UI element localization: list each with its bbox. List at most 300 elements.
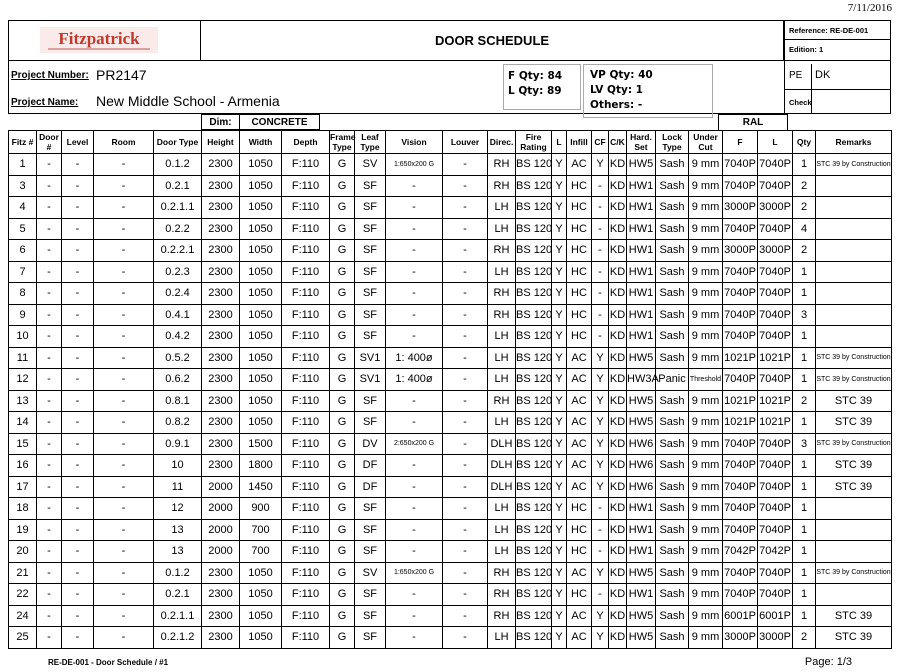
table-cell: 9 mm xyxy=(689,326,723,348)
table-cell: F:110 xyxy=(282,240,330,262)
table-cell: Y xyxy=(592,627,609,649)
table-cell: - xyxy=(386,455,443,477)
table-row xyxy=(9,455,892,477)
column-header: Depth xyxy=(282,131,330,154)
table-cell: - xyxy=(62,261,94,283)
table-cell: - xyxy=(37,627,62,649)
table-cell: RH xyxy=(488,584,516,606)
table-cell: BS 120 xyxy=(516,175,552,197)
table-cell: - xyxy=(94,240,154,262)
table-cell: - xyxy=(37,261,62,283)
table-cell: RH xyxy=(488,175,516,197)
table-cell: G xyxy=(330,519,355,541)
table-cell xyxy=(816,304,892,326)
table-cell: - xyxy=(62,605,94,627)
table-cell: HW1 xyxy=(627,261,656,283)
table-cell: SF xyxy=(355,412,386,434)
table-cell: 2 xyxy=(793,175,816,197)
table-cell: 7040P xyxy=(758,498,793,520)
project-number: PR2147 xyxy=(96,67,147,83)
table-cell: 24 xyxy=(9,605,37,627)
table-cell: - xyxy=(94,455,154,477)
table-cell: RH xyxy=(488,390,516,412)
table-cell: - xyxy=(37,476,62,498)
table-cell: 1050 xyxy=(240,240,282,262)
table-cell: F:110 xyxy=(282,197,330,219)
table-cell: BS 120 xyxy=(516,218,552,240)
table-cell: 1 xyxy=(793,347,816,369)
table-cell: - xyxy=(443,433,488,455)
table-cell: HW5 xyxy=(627,347,656,369)
table-cell: G xyxy=(330,218,355,240)
table-cell: 2300 xyxy=(202,326,240,348)
table-cell: 7040P xyxy=(758,369,793,391)
table-cell: AC xyxy=(567,390,592,412)
table-cell: - xyxy=(37,283,62,305)
table-cell: HW5 xyxy=(627,412,656,434)
table-cell: 2300 xyxy=(202,218,240,240)
table-cell: G xyxy=(330,369,355,391)
table-cell: HW5 xyxy=(627,627,656,649)
table-cell: 6001P xyxy=(758,605,793,627)
table-cell: KD xyxy=(609,347,627,369)
table-cell: 1050 xyxy=(240,261,282,283)
table-cell: 0.2.1.2 xyxy=(154,627,202,649)
table-row xyxy=(9,283,892,305)
table-cell: 9 mm xyxy=(689,412,723,434)
table-cell: - xyxy=(37,562,62,584)
table-cell: HC xyxy=(567,498,592,520)
table-cell: KD xyxy=(609,605,627,627)
table-cell: - xyxy=(443,455,488,477)
table-cell: 0.2.1.1 xyxy=(154,605,202,627)
table-cell: - xyxy=(62,390,94,412)
table-cell: HW5 xyxy=(627,605,656,627)
table-cell: - xyxy=(37,154,62,176)
table-cell: KD xyxy=(609,369,627,391)
table-row xyxy=(9,197,892,219)
table-cell: 2300 xyxy=(202,627,240,649)
table-cell: G xyxy=(330,562,355,584)
table-cell: - xyxy=(592,498,609,520)
table-cell: 9 mm xyxy=(689,154,723,176)
table-cell: F:110 xyxy=(282,476,330,498)
table-cell: - xyxy=(592,175,609,197)
table-cell: G xyxy=(330,390,355,412)
table-cell: - xyxy=(443,369,488,391)
table-cell: HW1 xyxy=(627,304,656,326)
table-cell: Y xyxy=(592,369,609,391)
table-cell: - xyxy=(443,541,488,563)
table-cell: STC 39 xyxy=(816,390,892,412)
table-cell: - xyxy=(386,476,443,498)
logo-text: Fitzpatrick xyxy=(58,29,140,48)
table-cell: 9 mm xyxy=(689,261,723,283)
table-cell: 9 mm xyxy=(689,218,723,240)
table-cell: 7040P xyxy=(758,519,793,541)
table-cell: - xyxy=(62,283,94,305)
table-cell: HC xyxy=(567,197,592,219)
table-cell: 16 xyxy=(9,455,37,477)
table-cell: Y xyxy=(552,369,567,391)
table-cell: KD xyxy=(609,412,627,434)
table-cell: 2300 xyxy=(202,240,240,262)
table-cell: LH xyxy=(488,541,516,563)
table-cell: 3000P xyxy=(758,240,793,262)
table-cell: F:110 xyxy=(282,584,330,606)
table-cell: 19 xyxy=(9,519,37,541)
table-cell: 2300 xyxy=(202,412,240,434)
column-header: Under Cut xyxy=(689,131,723,154)
table-cell: - xyxy=(443,240,488,262)
table-cell: 7042P xyxy=(758,541,793,563)
table-cell: HW1 xyxy=(627,197,656,219)
table-cell: SF xyxy=(355,627,386,649)
table-cell: 3 xyxy=(793,433,816,455)
table-cell: 12 xyxy=(154,498,202,520)
column-header: Fitz # xyxy=(9,131,37,154)
table-cell: 0.4.1 xyxy=(154,304,202,326)
table-cell: 17 xyxy=(9,476,37,498)
table-cell: F:110 xyxy=(282,154,330,176)
table-cell: 2300 xyxy=(202,390,240,412)
table-cell: BS 120 xyxy=(516,197,552,219)
column-header: Room xyxy=(94,131,154,154)
table-cell: BS 120 xyxy=(516,584,552,606)
table-cell: 9 mm xyxy=(689,390,723,412)
table-cell: 2300 xyxy=(202,175,240,197)
table-cell: - xyxy=(94,541,154,563)
table-cell xyxy=(816,261,892,283)
table-cell: RH xyxy=(488,562,516,584)
table-cell: 9 mm xyxy=(689,283,723,305)
table-cell: 1050 xyxy=(240,304,282,326)
table-cell: 1050 xyxy=(240,369,282,391)
table-cell: Y xyxy=(592,605,609,627)
table-cell: - xyxy=(443,197,488,219)
table-cell: Y xyxy=(552,326,567,348)
table-cell: F:110 xyxy=(282,498,330,520)
table-cell: 1 xyxy=(793,584,816,606)
table-cell: HW6 xyxy=(627,433,656,455)
table-cell: Y xyxy=(552,498,567,520)
table-cell: - xyxy=(62,627,94,649)
table-cell: 7040P xyxy=(723,498,758,520)
table-cell: STC 39 by Construction xyxy=(816,562,892,584)
table-cell: G xyxy=(330,627,355,649)
table-cell: - xyxy=(62,326,94,348)
table-cell: Y xyxy=(552,433,567,455)
table-cell: HW3A xyxy=(627,369,656,391)
table-cell: 3 xyxy=(793,304,816,326)
table-cell: - xyxy=(62,498,94,520)
table-cell: BS 120 xyxy=(516,412,552,434)
table-cell: - xyxy=(62,154,94,176)
table-cell: Y xyxy=(592,412,609,434)
table-cell: HW5 xyxy=(627,154,656,176)
column-header: Direc. xyxy=(488,131,516,154)
table-cell: SF xyxy=(355,283,386,305)
table-cell: HW1 xyxy=(627,519,656,541)
table-cell: HW1 xyxy=(627,218,656,240)
table-cell: 2300 xyxy=(202,261,240,283)
table-cell: SV xyxy=(355,562,386,584)
table-cell: AC xyxy=(567,412,592,434)
table-cell: Y xyxy=(552,175,567,197)
table-cell: 700 xyxy=(240,519,282,541)
column-header: Infill xyxy=(567,131,592,154)
table-cell: - xyxy=(386,498,443,520)
table-cell: G xyxy=(330,412,355,434)
table-cell: 1 xyxy=(9,154,37,176)
table-cell: Y xyxy=(552,519,567,541)
table-cell: LH xyxy=(488,347,516,369)
column-header: CF xyxy=(592,131,609,154)
table-cell: 7040P xyxy=(723,455,758,477)
table-cell xyxy=(816,240,892,262)
table-cell: 10 xyxy=(154,455,202,477)
table-cell: 7040P xyxy=(758,584,793,606)
table-cell: - xyxy=(94,261,154,283)
table-cell: F:110 xyxy=(282,369,330,391)
table-cell: 7040P xyxy=(723,218,758,240)
table-cell: SF xyxy=(355,175,386,197)
table-cell: F:110 xyxy=(282,605,330,627)
table-cell: 5 xyxy=(9,218,37,240)
table-cell: Y xyxy=(592,433,609,455)
table-cell: - xyxy=(386,304,443,326)
table-cell: 12 xyxy=(9,369,37,391)
table-cell: SF xyxy=(355,261,386,283)
table-cell: 4 xyxy=(9,197,37,219)
table-cell: Sash xyxy=(656,605,689,627)
table-cell: - xyxy=(592,261,609,283)
table-cell: - xyxy=(443,175,488,197)
column-header: Leaf Type xyxy=(355,131,386,154)
table-cell: G xyxy=(330,154,355,176)
table-cell: 0.2.1 xyxy=(154,175,202,197)
table-cell: AC xyxy=(567,347,592,369)
table-cell: LH xyxy=(488,369,516,391)
table-cell: 2300 xyxy=(202,304,240,326)
table-cell: 20 xyxy=(9,541,37,563)
dim-label: Dim: xyxy=(201,114,239,130)
table-cell: DLH xyxy=(488,455,516,477)
table-cell: - xyxy=(443,261,488,283)
table-cell: F:110 xyxy=(282,541,330,563)
table-cell: 1: 400ø xyxy=(386,369,443,391)
table-cell: - xyxy=(592,197,609,219)
table-row xyxy=(9,218,892,240)
table-cell: 2300 xyxy=(202,584,240,606)
table-cell: KD xyxy=(609,197,627,219)
table-cell: Y xyxy=(592,154,609,176)
table-cell: Sash xyxy=(656,390,689,412)
table-cell: - xyxy=(443,154,488,176)
table-cell: KD xyxy=(609,390,627,412)
table-cell xyxy=(816,197,892,219)
table-cell: - xyxy=(37,498,62,520)
table-row xyxy=(9,476,892,498)
table-cell: 0.8.1 xyxy=(154,390,202,412)
table-cell: - xyxy=(94,412,154,434)
table-cell: SF xyxy=(355,197,386,219)
table-cell: AC xyxy=(567,627,592,649)
table-cell: G xyxy=(330,433,355,455)
table-cell: Y xyxy=(552,605,567,627)
table-cell: BS 120 xyxy=(516,498,552,520)
column-header: Width xyxy=(240,131,282,154)
table-cell: - xyxy=(94,498,154,520)
table-cell: 7040P xyxy=(723,261,758,283)
table-cell: Y xyxy=(552,412,567,434)
table-cell: G xyxy=(330,326,355,348)
table-cell: F:110 xyxy=(282,347,330,369)
table-cell: 1050 xyxy=(240,283,282,305)
column-header: F xyxy=(723,131,758,154)
table-cell: - xyxy=(94,197,154,219)
table-cell: - xyxy=(62,562,94,584)
table-cell: Sash xyxy=(656,412,689,434)
pe-value: DK xyxy=(815,69,831,81)
table-cell: 2000 xyxy=(202,476,240,498)
column-header: Vision xyxy=(386,131,443,154)
table-cell: 7040P xyxy=(723,283,758,305)
table-cell: - xyxy=(62,347,94,369)
table-cell: BS 120 xyxy=(516,261,552,283)
table-cell: 7040P xyxy=(758,154,793,176)
table-cell: - xyxy=(386,584,443,606)
table-cell: - xyxy=(386,519,443,541)
table-cell: 2300 xyxy=(202,562,240,584)
table-cell: - xyxy=(37,412,62,434)
table-cell: Y xyxy=(552,240,567,262)
table-cell: SF xyxy=(355,541,386,563)
table-cell: BS 120 xyxy=(516,304,552,326)
table-cell: Y xyxy=(552,218,567,240)
lv-qty: LV Qty: 1 xyxy=(590,84,643,96)
table-cell: BS 120 xyxy=(516,627,552,649)
table-row xyxy=(9,627,892,649)
table-cell: HW1 xyxy=(627,283,656,305)
table-cell: 7040P xyxy=(758,283,793,305)
table-cell: SF xyxy=(355,584,386,606)
table-cell: DLH xyxy=(488,433,516,455)
table-cell: G xyxy=(330,261,355,283)
table-cell: 9 mm xyxy=(689,304,723,326)
table-cell xyxy=(816,326,892,348)
table-cell: DF xyxy=(355,455,386,477)
table-cell: KD xyxy=(609,154,627,176)
table-cell: 1050 xyxy=(240,197,282,219)
table-cell: Y xyxy=(552,154,567,176)
table-cell: 1:650x200 G xyxy=(386,562,443,584)
table-cell: 0.2.4 xyxy=(154,283,202,305)
column-header: Hard. Set xyxy=(627,131,656,154)
table-row xyxy=(9,261,892,283)
table-cell: 1 xyxy=(793,498,816,520)
table-cell: - xyxy=(386,283,443,305)
table-cell: HC xyxy=(567,175,592,197)
table-cell: HW5 xyxy=(627,562,656,584)
table-cell: 8 xyxy=(9,283,37,305)
table-cell: 0.8.2 xyxy=(154,412,202,434)
vp-qty: VP Qty: 40 xyxy=(590,69,653,81)
table-cell: 2 xyxy=(793,627,816,649)
table-cell: - xyxy=(94,605,154,627)
table-cell: LH xyxy=(488,627,516,649)
table-cell: 1 xyxy=(793,562,816,584)
table-cell: KD xyxy=(609,541,627,563)
table-cell: - xyxy=(94,369,154,391)
table-cell: 2300 xyxy=(202,347,240,369)
project-name-label: Project Name: xyxy=(11,97,79,108)
table-cell: 0.1.2 xyxy=(154,154,202,176)
table-cell: - xyxy=(62,476,94,498)
table-cell: 7040P xyxy=(723,433,758,455)
table-cell: - xyxy=(443,347,488,369)
table-cell: - xyxy=(37,455,62,477)
table-cell: BS 120 xyxy=(516,154,552,176)
table-cell: SF xyxy=(355,240,386,262)
table-cell: LH xyxy=(488,412,516,434)
table-cell: RH xyxy=(488,283,516,305)
ref-divider xyxy=(784,39,891,40)
table-row xyxy=(9,369,892,391)
table-cell: 7 xyxy=(9,261,37,283)
table-cell: HW1 xyxy=(627,175,656,197)
table-cell: STC 39 by Construction xyxy=(816,433,892,455)
table-cell: SF xyxy=(355,390,386,412)
table-cell: 1 xyxy=(793,283,816,305)
table-cell: - xyxy=(443,562,488,584)
table-cell: 1:650x200 G xyxy=(386,154,443,176)
table-cell: G xyxy=(330,498,355,520)
table-cell: 7040P xyxy=(758,175,793,197)
table-cell: 1021P xyxy=(758,390,793,412)
table-row xyxy=(9,412,892,434)
table-cell: F:110 xyxy=(282,390,330,412)
table-cell: HW1 xyxy=(627,326,656,348)
others-qty: Others: - xyxy=(590,99,643,111)
table-cell: 9 mm xyxy=(689,584,723,606)
table-cell: - xyxy=(443,412,488,434)
table-cell: 1 xyxy=(793,541,816,563)
table-cell: KD xyxy=(609,218,627,240)
check-label: Check xyxy=(789,98,812,107)
table-cell: G xyxy=(330,541,355,563)
table-cell: - xyxy=(62,240,94,262)
table-cell: KD xyxy=(609,476,627,498)
table-cell: 3 xyxy=(9,175,37,197)
table-cell: 3000P xyxy=(723,197,758,219)
table-cell: - xyxy=(443,390,488,412)
table-cell: 13 xyxy=(9,390,37,412)
table-cell: - xyxy=(386,261,443,283)
table-cell: - xyxy=(62,541,94,563)
table-cell: 1050 xyxy=(240,605,282,627)
table-cell: - xyxy=(62,304,94,326)
table-cell: 1050 xyxy=(240,627,282,649)
table-cell: G xyxy=(330,175,355,197)
table-cell: - xyxy=(94,283,154,305)
table-row xyxy=(9,326,892,348)
table-cell: - xyxy=(94,304,154,326)
table-cell: - xyxy=(443,605,488,627)
table-cell: - xyxy=(386,390,443,412)
table-cell: Sash xyxy=(656,154,689,176)
table-cell: G xyxy=(330,476,355,498)
